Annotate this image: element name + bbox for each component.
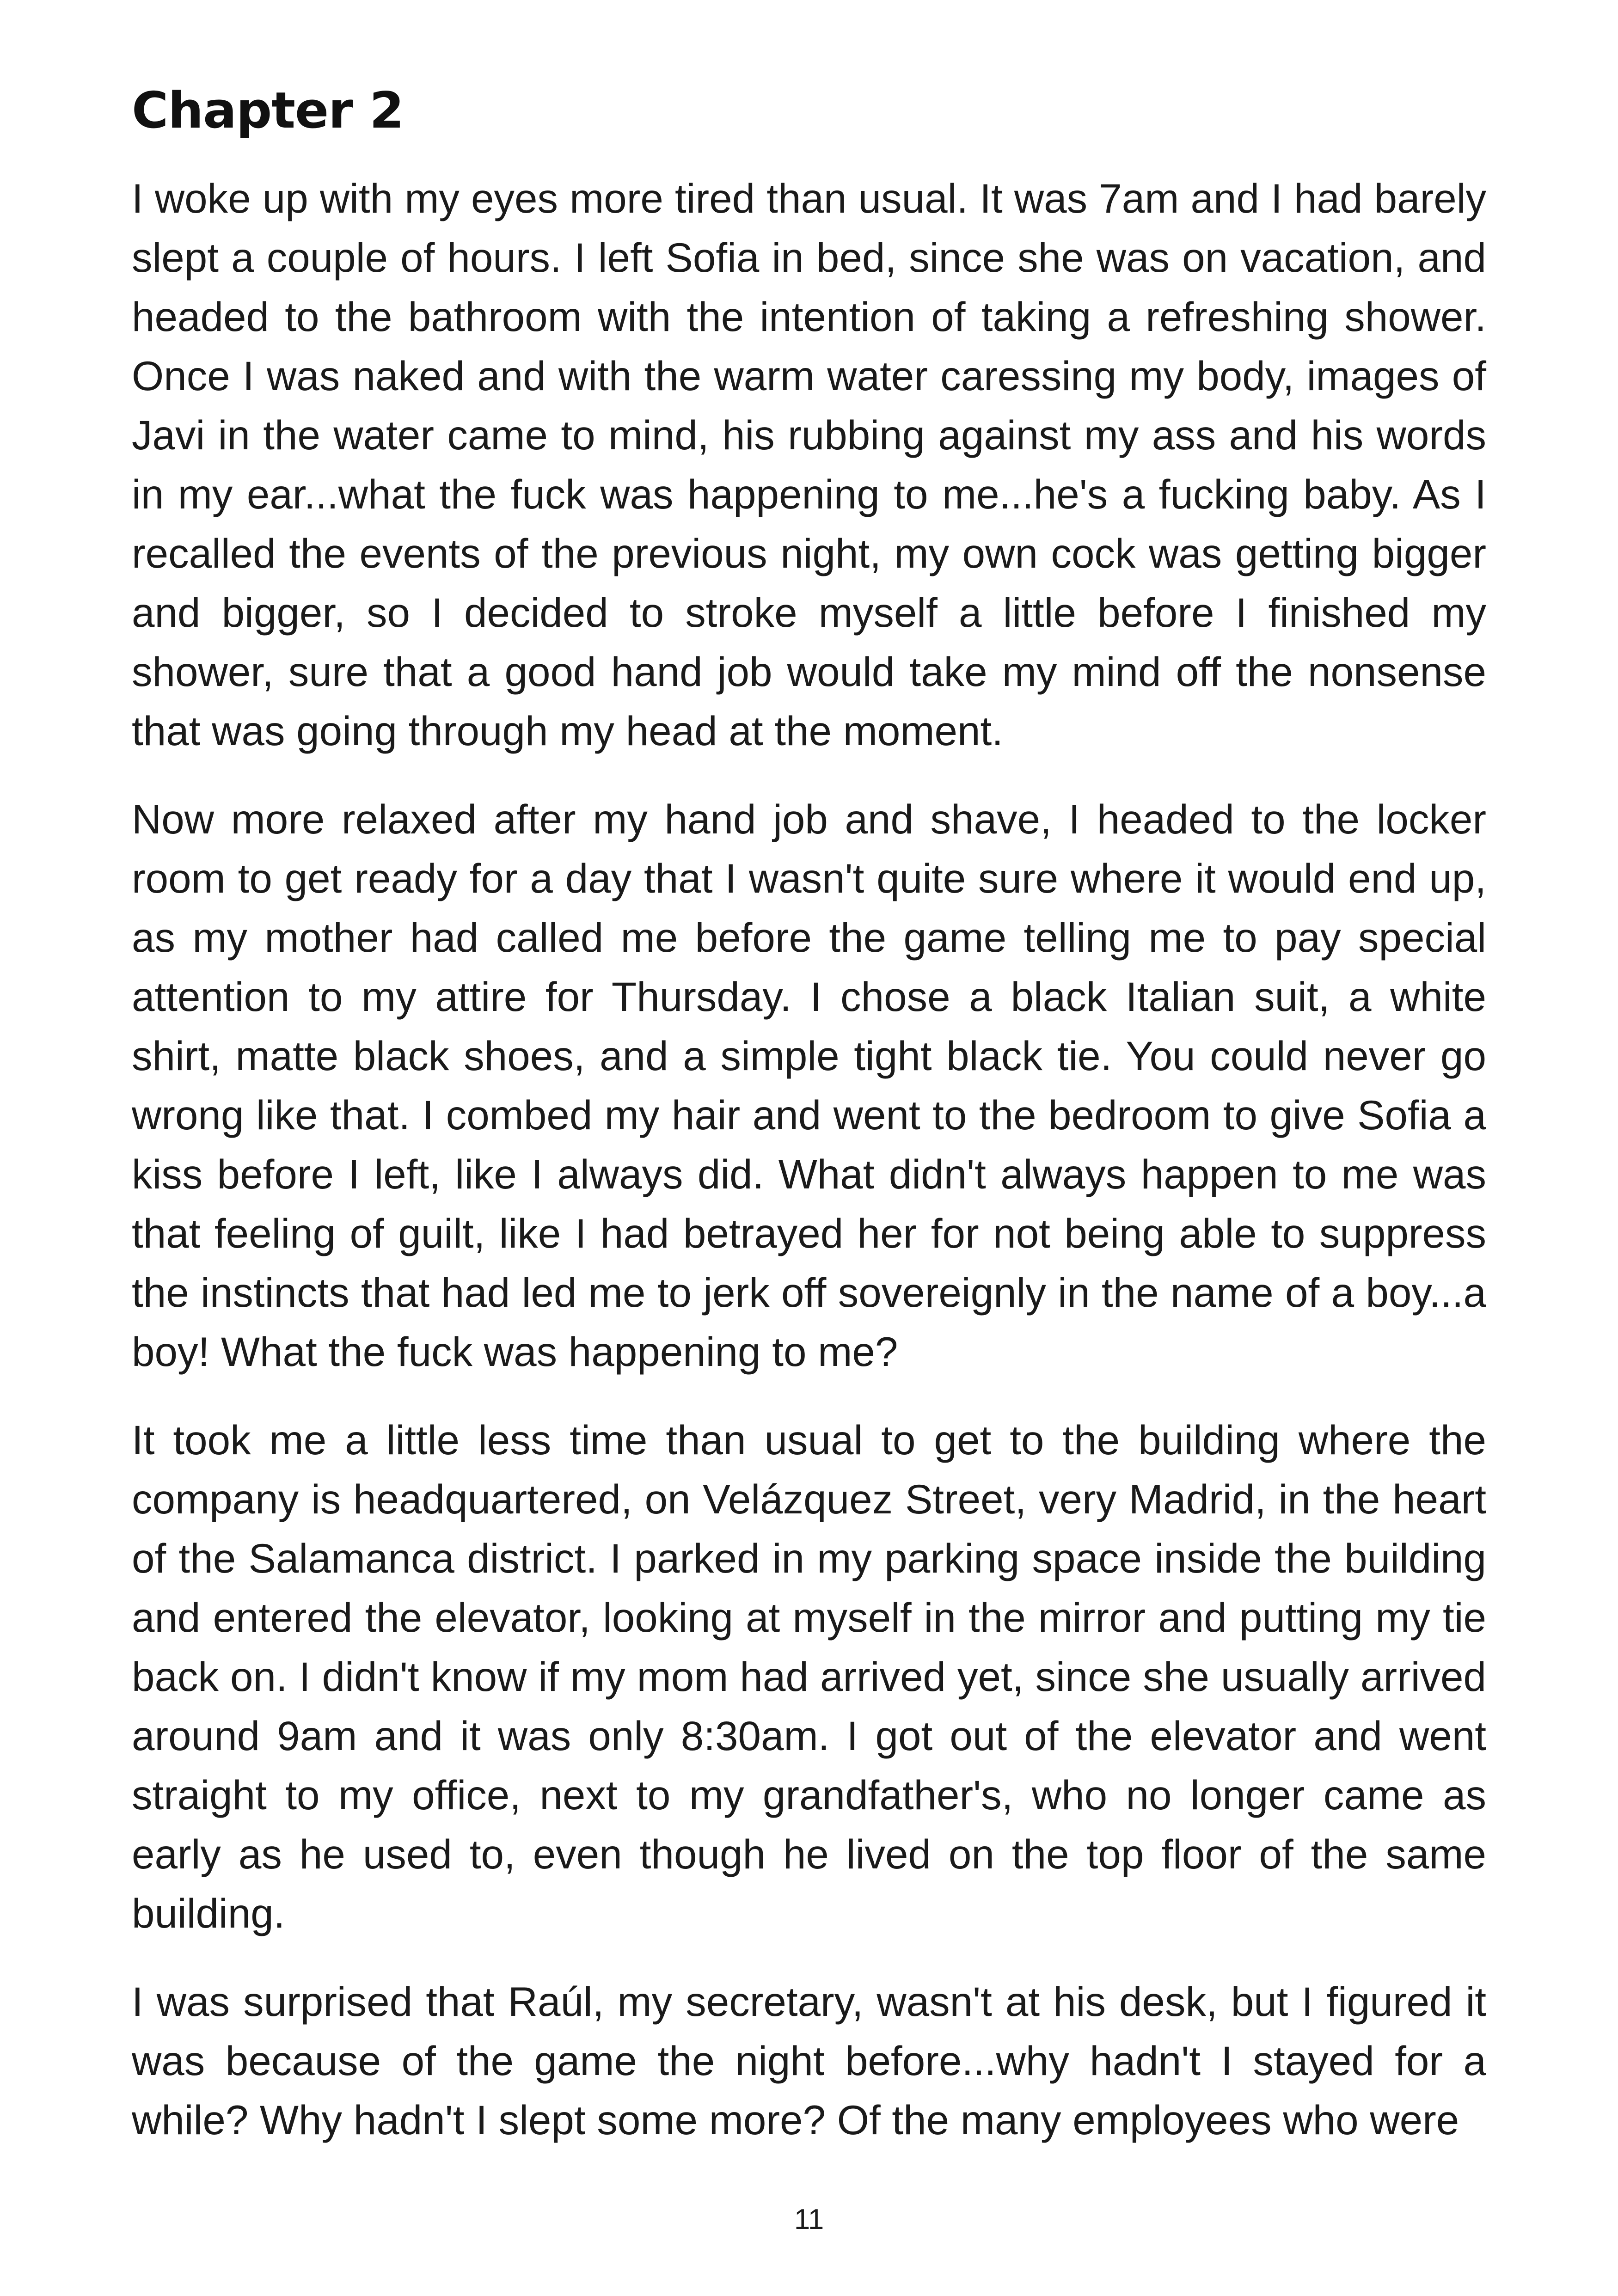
page-number: 11	[794, 2204, 824, 2235]
paragraph-4: I was surprised that Raúl, my secretary, wasn't at his desk, but I figured it was because of the game the night before...why hadn't I stayed for a while? Why hadn't I slept some more? Of the many employees who were	[132, 1978, 1486, 2143]
paragraph-3: It took me a little less time than usual to get to the building where the company is headquartered, on Velázquez Street, very Madrid, in the heart of the Salamanca district. I parked in my parking space inside the building and entered the elevator, looking at myself in the mirror and putting my tie back on. I didn't know if my mom had arrived yet, since she usually arrived around 9am and it was only 8:30am. I got out of the elevator and went straight to my office, next to my grandfather's, who no longer came as early as he used to, even though he lived on the top floor of the same building.	[132, 1417, 1486, 1936]
paragraph-1: I woke up with my eyes more tired than usual. It was 7am and I had barely slept a couple of hours. I left Sofia in bed, since she was on vacation, and headed to the bathroom with the intention of taking a refreshing shower. Once I was naked and with the warm water caressing my body, images of Javi in the water came to mind, his rubbing against my ass and his words in my ear...what the fuck was happening to me...he's a fucking baby. As I recalled the events of the previous night, my own cock was getting bigger and bigger, so I decided to stroke myself a little before I finished my shower, sure that a good hand job would take my mind off the nonsense that was going through my head at the moment.	[132, 175, 1486, 754]
chapter-title: Chapter 2	[132, 82, 404, 140]
paragraph-2: Now more relaxed after my hand job and shave, I headed to the locker room to get ready for a day that I wasn't quite sure where it would end up, as my mother had called me before the game telling me to pay special attention to my attire for Thursday. I chose a black Italian suit, a white shirt, matte black shoes, and a simple tight black tie. You could never go wrong like that. I combed my hair and went to the bedroom to give Sofia a kiss before I left, like I always did. What didn't always happen to me was that feeling of guilt, like I had betrayed her for not being able to suppress the instincts that had led me to jerk off sovereignly in the name of a boy...a boy! What the fuck was happening to me?	[132, 796, 1486, 1375]
body-text	[132, 169, 1486, 2179]
